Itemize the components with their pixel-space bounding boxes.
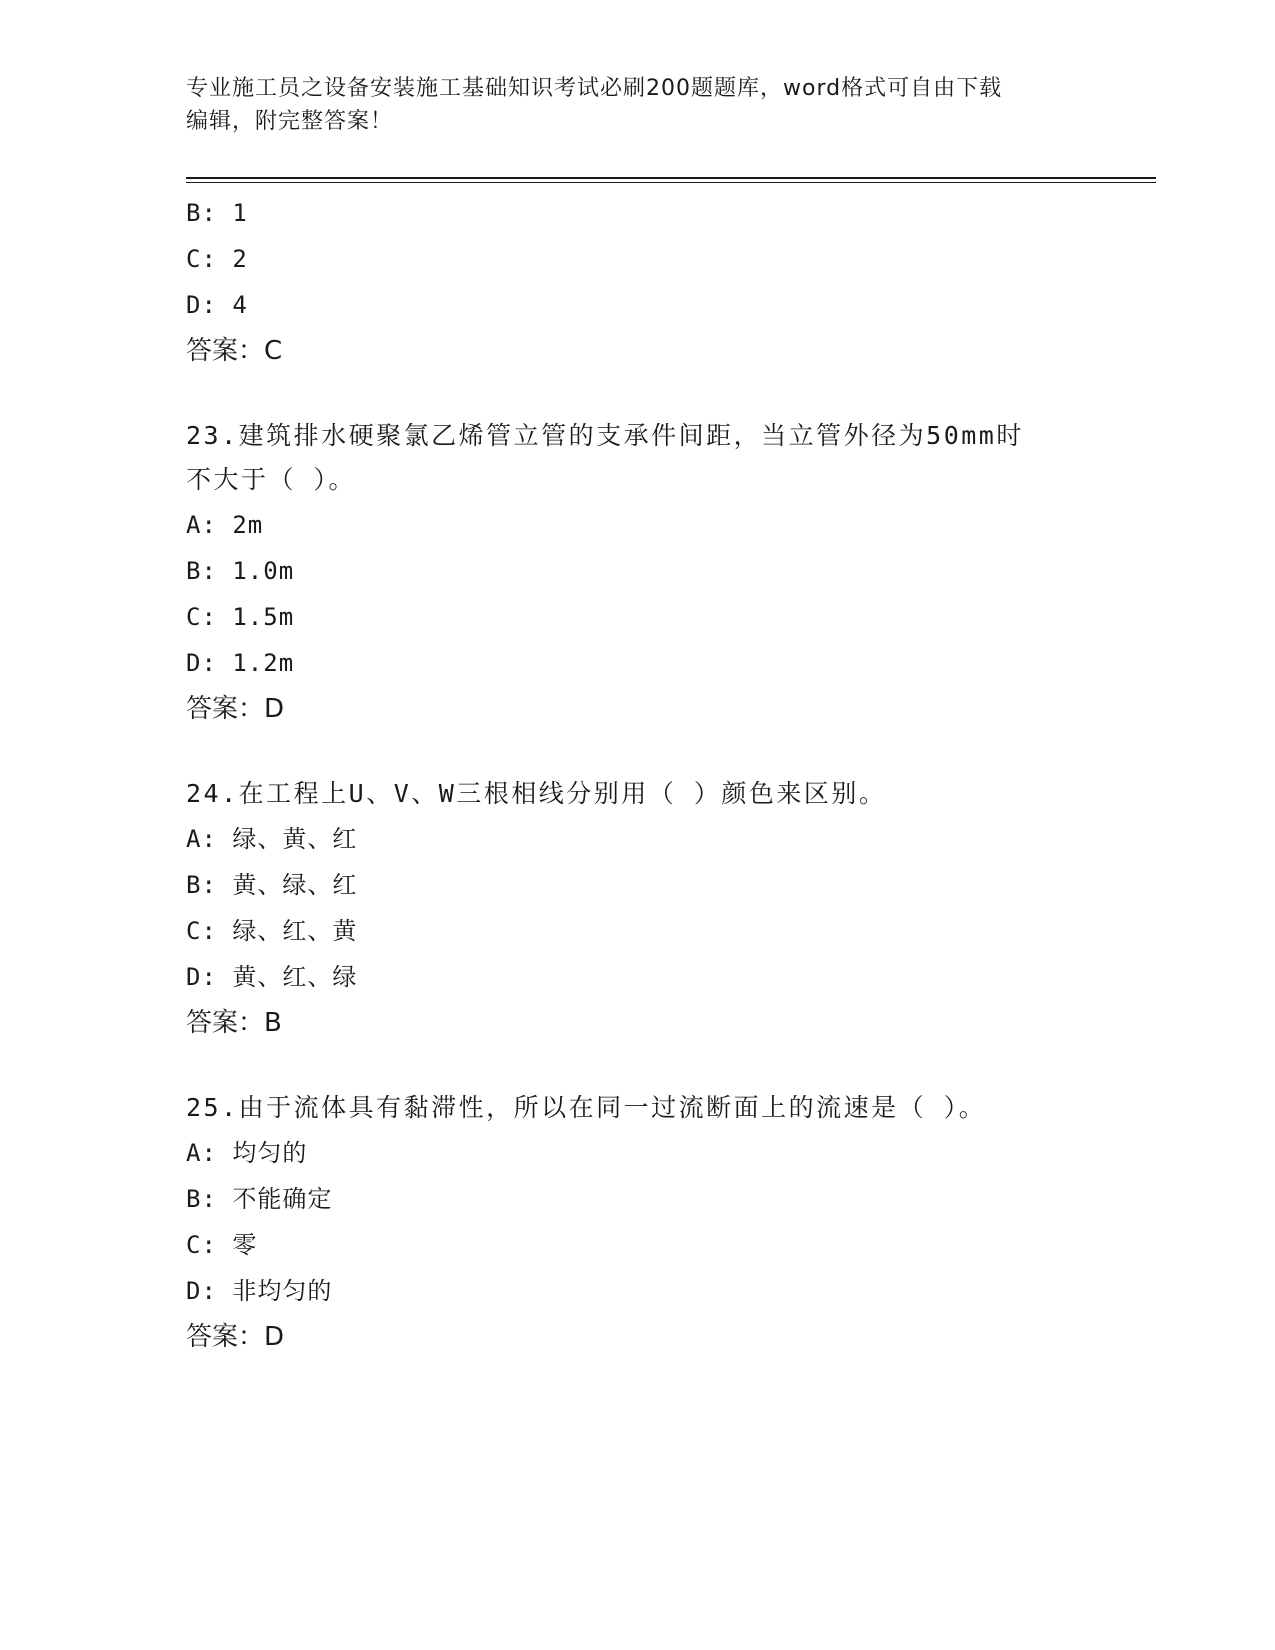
option-d: D: 非均匀的	[186, 1277, 333, 1305]
option-a: A: 均匀的	[186, 1139, 308, 1167]
option-d: D: 黄、红、绿	[186, 963, 358, 991]
answer-label: 答案：D	[186, 1322, 285, 1352]
spacer	[186, 374, 1086, 414]
option-d: D: 1.2m	[186, 649, 295, 677]
header-line-1: 专业施工员之设备安装施工基础知识考试必刷200题题库，word格式可自由下载	[186, 76, 1003, 101]
header-divider-thin	[186, 182, 1156, 183]
option-a: A: 绿、黄、红	[186, 825, 358, 853]
question-23	[186, 414, 1086, 732]
option-b: B: 1	[186, 199, 248, 227]
question-25	[186, 1086, 1086, 1360]
option-c: C: 2	[186, 245, 248, 273]
option-b: B: 黄、绿、红	[186, 871, 358, 899]
question-text-line: 不大于（ ）。	[186, 465, 357, 494]
question-text-line: 23.建筑排水硬聚氯乙烯管立管的支承件间距，当立管外径为50mm时	[186, 421, 1024, 450]
question-text-line: 24.在工程上U、V、W三根相线分别用（ ）颜色来区别。	[186, 779, 887, 808]
question-22-tail	[186, 190, 1086, 374]
question-text-line: 25.由于流体具有黏滞性，所以在同一过流断面上的流速是（ ）。	[186, 1093, 987, 1122]
header-divider-thick	[186, 177, 1156, 179]
option-c: C: 零	[186, 1231, 258, 1259]
option-c: C: 绿、红、黄	[186, 917, 358, 945]
option-a: A: 2m	[186, 511, 264, 539]
document-header	[186, 72, 1086, 138]
spacer	[186, 732, 1086, 772]
document-body	[186, 190, 1086, 1360]
option-b: B: 1.0m	[186, 557, 295, 585]
option-b: B: 不能确定	[186, 1185, 333, 1213]
option-d: D: 4	[186, 291, 248, 319]
answer-label: 答案：C	[186, 336, 283, 366]
answer-label: 答案：D	[186, 694, 285, 724]
header-line-2: 编辑，附完整答案！	[186, 109, 394, 134]
option-c: C: 1.5m	[186, 603, 295, 631]
answer-label: 答案：B	[186, 1008, 282, 1038]
question-24	[186, 772, 1086, 1046]
spacer	[186, 1046, 1086, 1086]
